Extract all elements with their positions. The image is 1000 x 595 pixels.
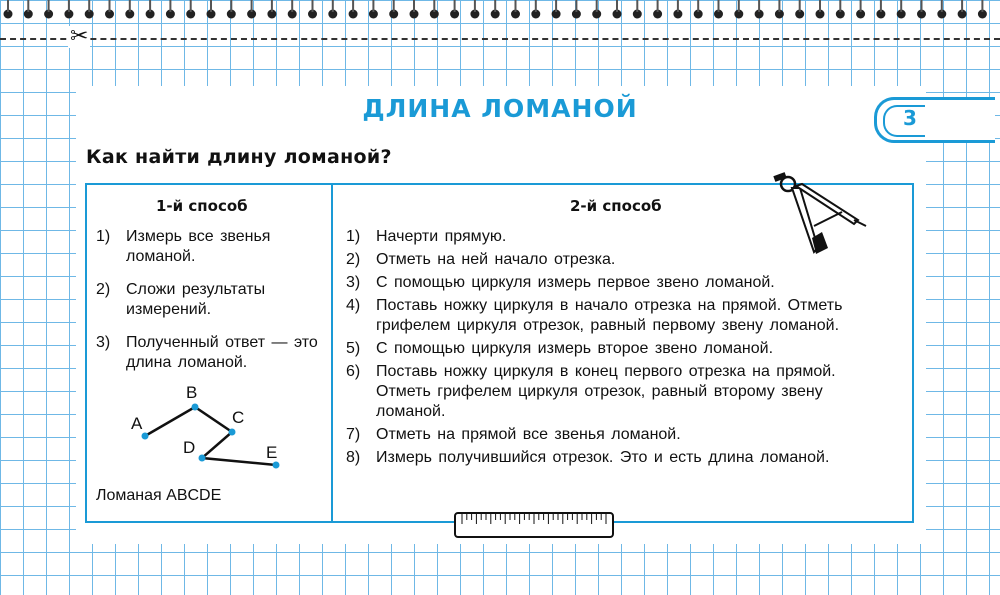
list-item: 1) Измерь все звенья ломаной. — [96, 228, 271, 265]
method2-steps — [346, 227, 906, 471]
point-e-marker — [273, 462, 280, 469]
polyline — [145, 407, 276, 465]
table-divider — [331, 183, 333, 523]
list-item: 6) Поставь ножку циркуля в конец первого отрезка на прямой. Отметь грифелем циркуля отрезок, равный второму звену ломаной. — [346, 363, 836, 420]
point-c-label: C — [232, 408, 245, 427]
cut-line — [0, 38, 1000, 40]
point-e-label: E — [266, 443, 278, 462]
scissors-icon: ✂ — [70, 24, 89, 49]
list-item: 2) Сложи результаты измерений. — [96, 281, 266, 318]
notebook-spiral — [0, 0, 1000, 24]
page-title: ДЛИНА ЛОМАНОЙ — [362, 94, 638, 123]
list-item: 7) Отметь на прямой все звенья ломаной. — [346, 426, 681, 443]
point-d-marker — [199, 455, 206, 462]
point-b-label: B — [186, 383, 198, 402]
method2-heading: 2-й способ — [570, 197, 662, 215]
polyline-caption: Ломаная ABCDE — [96, 487, 222, 504]
point-a-label: A — [131, 414, 143, 433]
question-heading: Как найти длину ломаной? — [86, 146, 392, 168]
point-c-marker — [229, 429, 236, 436]
polyline-abcde-diagram — [120, 378, 310, 478]
method1-heading: 1-й способ — [156, 197, 248, 215]
list-item: 8) Измерь получившийся отрезок. Это и есть длина ломаной. — [346, 449, 830, 466]
compass-icon — [770, 168, 870, 258]
point-b-marker — [192, 404, 199, 411]
list-item: 3) Полученный ответ — это длина ломаной. — [96, 334, 318, 371]
page-number-tab — [874, 97, 995, 143]
ruler-icon — [454, 512, 614, 538]
list-item: 4) Поставь ножку циркуля в начало отрезка на прямой. Отметь грифелем циркуля отрезок, равный первому звену ломаной. — [346, 297, 843, 334]
list-item: 2) Отметь на ней начало отрезка. — [346, 251, 616, 268]
method1-steps — [96, 227, 324, 386]
page-number: 3 — [903, 106, 917, 130]
point-a-marker — [142, 433, 149, 440]
point-d-label: D — [183, 438, 196, 457]
list-item: 5) С помощью циркуля измерь второе звено ломаной. — [346, 340, 774, 357]
list-item: 1) Начерти прямую. — [346, 228, 507, 245]
list-item: 3) С помощью циркуля измерь первое звено ломаной. — [346, 274, 775, 291]
